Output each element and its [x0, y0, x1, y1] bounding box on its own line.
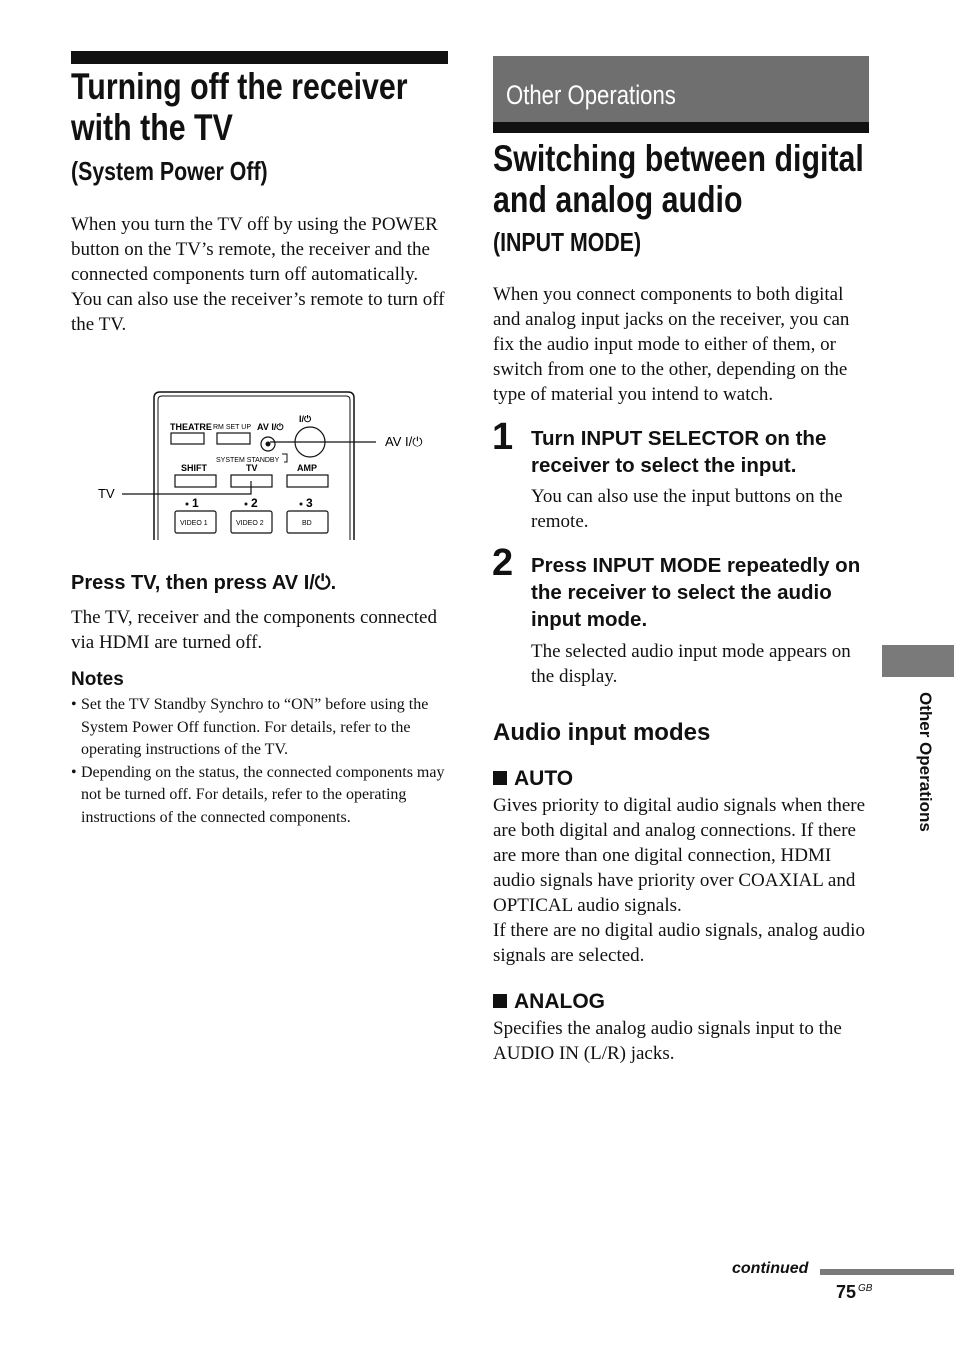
- av-power-callout: AV I/⏻: [385, 434, 423, 449]
- page-number: [836, 1282, 872, 1303]
- notes-list: [71, 694, 449, 829]
- section-intro: When you connect components to both digital and analog input jacks on the receiver, you can fix the audio input mode to either of them, or switch from one to the other, depending on the type of material you intend to watch.: [493, 284, 850, 405]
- intro-paragraph-1: When you turn the TV off by using the POWER button on the TV’s remote, the receiver and the connected components turn off automatically.: [71, 214, 438, 285]
- theatre-label: THEATRE: [170, 422, 212, 432]
- number-1-label: 1: [192, 496, 199, 510]
- amp-button: [287, 475, 328, 487]
- note-item: • Depending on the status, the connected components may not be turned off. For details, refer to the operating instructions of the connected components.: [71, 762, 449, 830]
- page-subtitle: (System Power Off): [71, 156, 268, 186]
- step-2-number: 2: [492, 542, 514, 584]
- section-rule: [493, 122, 869, 133]
- tv-label: TV: [246, 463, 258, 473]
- bd-label: BD: [302, 520, 312, 527]
- press-step-result: The TV, receiver and the components connected via HDMI are turned off.: [71, 607, 437, 653]
- square-bullet-icon: [493, 771, 507, 785]
- intro-paragraph-2: You can also use the receiver’s remote to turn off the TV.: [71, 289, 445, 335]
- analog-mode-label: ANALOG: [514, 990, 605, 1013]
- title-rule: [71, 51, 448, 64]
- auto-paragraph-2: If there are no digital audio signals, analog audio signals are selected.: [493, 920, 865, 966]
- intro-text: [71, 212, 451, 337]
- video2-label: VIDEO 2: [236, 520, 264, 527]
- analog-mode-description: Specifies the analog audio signals input to the AUDIO IN (L/R) jacks.: [493, 1018, 842, 1064]
- notes-heading: Notes: [71, 669, 124, 690]
- shift-label: SHIFT: [181, 463, 207, 473]
- step-2-heading: Press INPUT MODE repeatedly on the receiver to select the audio input mode.: [531, 554, 861, 631]
- note-item: • Set the TV Standby Synchro to “ON” before using the System Power Off function. For details, refer to the operating instructions of the TV.: [71, 694, 449, 762]
- rm-setup-button: [217, 433, 250, 444]
- av-power-label: AV I/⏻: [257, 422, 284, 432]
- section-subtitle: (INPUT MODE): [493, 227, 642, 257]
- square-bullet-icon: [493, 994, 507, 1008]
- side-tab-marker: [882, 645, 954, 677]
- video1-label: VIDEO 1: [180, 520, 208, 527]
- step-2-detail: The selected audio input mode appears on the display.: [531, 641, 851, 687]
- analog-mode-heading: [493, 990, 605, 1014]
- side-tab-label: Other Operations: [916, 692, 935, 832]
- press-step-heading: Press TV, then press AV I/⏻.: [71, 572, 337, 594]
- number-2-label: 2: [251, 496, 258, 510]
- auto-mode-heading: [493, 767, 573, 791]
- section-banner-label: Other Operations: [506, 80, 676, 110]
- page-number-value: 75: [836, 1282, 857, 1302]
- tv-callout: TV: [98, 486, 115, 501]
- rm-setup-label: RM SET UP: [213, 424, 251, 431]
- page-number-suffix: GB: [858, 1283, 873, 1294]
- page-title: Turning off the receiver with the TV: [71, 66, 408, 148]
- system-standby-label: SYSTEM STANDBY: [216, 457, 280, 464]
- number-3-label: 3: [306, 496, 313, 510]
- theatre-button: [171, 433, 204, 444]
- shift-button: [175, 475, 216, 487]
- amp-label: AMP: [297, 463, 317, 473]
- auto-mode-description: [493, 793, 873, 968]
- auto-mode-label: AUTO: [514, 767, 574, 790]
- remote-illustration: [96, 388, 456, 540]
- power-label: I/⏻: [299, 414, 312, 424]
- continued-label: continued: [732, 1260, 809, 1277]
- audio-modes-heading: Audio input modes: [493, 719, 711, 746]
- step-1-number: 1: [492, 416, 514, 458]
- section-title: Switching between digital and analog audio: [493, 138, 864, 220]
- continued-bar: [820, 1269, 954, 1275]
- auto-paragraph-1: Gives priority to digital audio signals when there are both digital and analog connections. If there are more than one digital connection, HDMI audio signals have priority over COAXIAL and OPTICAL audio signals.: [493, 795, 866, 916]
- step-1-detail: You can also use the input buttons on the remote.: [531, 486, 843, 532]
- step-1-heading: Turn INPUT SELECTOR on the receiver to select the input.: [531, 427, 827, 477]
